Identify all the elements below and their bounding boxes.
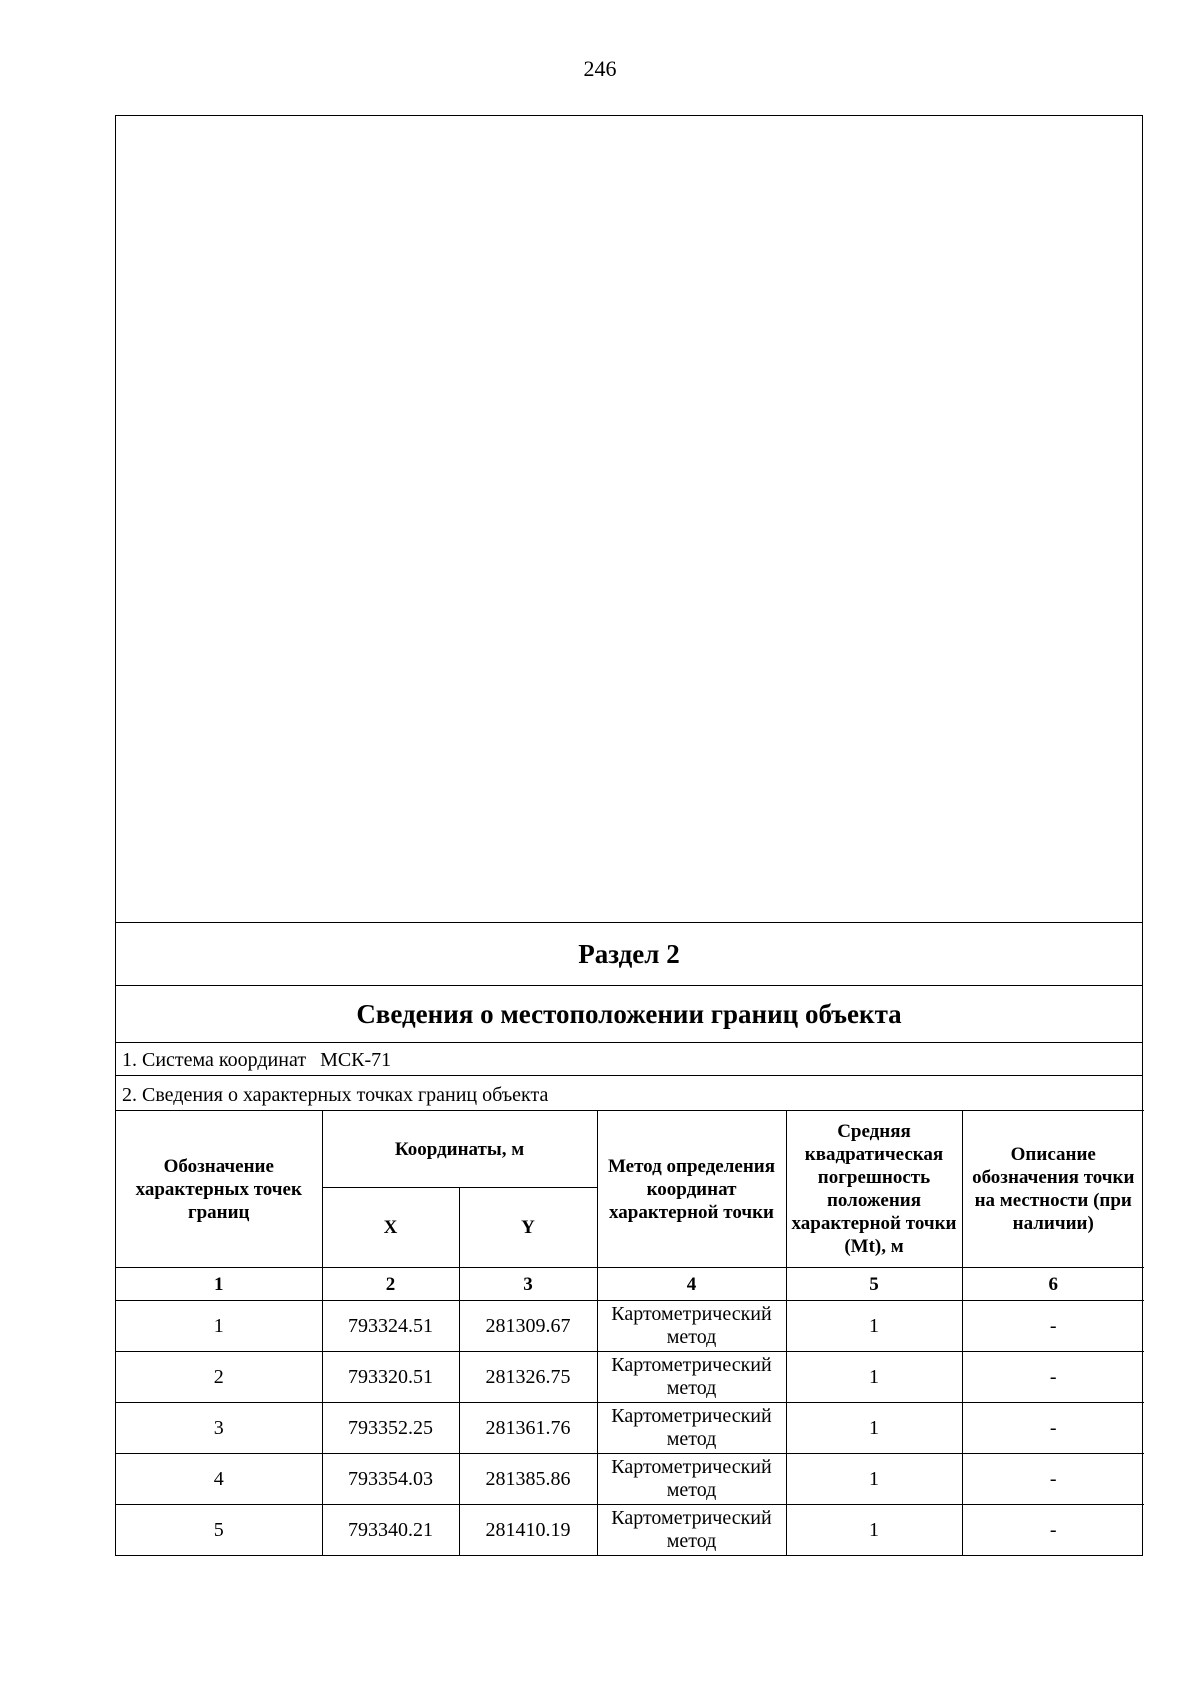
- header-error: Средняя квадратическая погрешность положения характерной точки (Mt), м: [786, 1111, 962, 1268]
- coordinate-system-line: [116, 1043, 1142, 1076]
- point-number: 1: [116, 1301, 322, 1352]
- point-number: 3: [116, 1403, 322, 1454]
- coordinate-system-label: 1. Система координат: [122, 1049, 307, 1071]
- point-x: 793320.51: [322, 1352, 459, 1403]
- header-description: Описание обозначения точки на местности (при наличии): [962, 1111, 1144, 1268]
- point-description: -: [962, 1301, 1144, 1352]
- point-method: Картометрический метод: [597, 1352, 786, 1403]
- column-number: 6: [962, 1268, 1144, 1301]
- point-x: 793324.51: [322, 1301, 459, 1352]
- table-row: [116, 1352, 1144, 1403]
- point-error: 1: [786, 1352, 962, 1403]
- column-number: 1: [116, 1268, 322, 1301]
- point-error: 1: [786, 1301, 962, 1352]
- point-method: Картометрический метод: [597, 1454, 786, 1505]
- point-y: 281385.86: [459, 1454, 597, 1505]
- table-row: [116, 1454, 1144, 1505]
- boundary-points-table: [116, 1110, 1144, 1555]
- point-error: 1: [786, 1454, 962, 1505]
- document-frame: [115, 115, 1143, 1556]
- header-x: X: [322, 1188, 459, 1268]
- header-designation: Обозначение характерных точек границ: [116, 1111, 322, 1268]
- point-number: 4: [116, 1454, 322, 1505]
- point-description: -: [962, 1352, 1144, 1403]
- points-info-line: [116, 1076, 1142, 1110]
- point-description: -: [962, 1505, 1144, 1556]
- column-number: 4: [597, 1268, 786, 1301]
- header-y: Y: [459, 1188, 597, 1268]
- table-row: [116, 1301, 1144, 1352]
- point-x: 793354.03: [322, 1454, 459, 1505]
- points-info-label: 2. Сведения о характерных точках границ объекта: [122, 1084, 549, 1106]
- section-title: Раздел 2: [116, 923, 1142, 986]
- point-error: 1: [786, 1403, 962, 1454]
- point-x: 793352.25: [322, 1403, 459, 1454]
- table-row: [116, 1403, 1144, 1454]
- point-number: 2: [116, 1352, 322, 1403]
- point-method: Картометрический метод: [597, 1403, 786, 1454]
- page-number: 246: [583, 56, 617, 81]
- point-method: Картометрический метод: [597, 1505, 786, 1556]
- point-y: 281410.19: [459, 1505, 597, 1556]
- point-number: 5: [116, 1505, 322, 1556]
- section-subtitle: Сведения о местоположении границ объекта: [116, 986, 1142, 1043]
- header-method: Метод определения координат характерной точки: [597, 1111, 786, 1268]
- column-number: 3: [459, 1268, 597, 1301]
- point-description: -: [962, 1403, 1144, 1454]
- header-coordinates: Координаты, м: [322, 1111, 597, 1188]
- point-y: 281361.76: [459, 1403, 597, 1454]
- point-y: 281326.75: [459, 1352, 597, 1403]
- column-number: 2: [322, 1268, 459, 1301]
- coordinate-system-value: МСК-71: [320, 1049, 392, 1071]
- point-method: Картометрический метод: [597, 1301, 786, 1352]
- blank-area: [116, 116, 1142, 923]
- point-y: 281309.67: [459, 1301, 597, 1352]
- point-error: 1: [786, 1505, 962, 1556]
- table-row: [116, 1505, 1144, 1556]
- point-x: 793340.21: [322, 1505, 459, 1556]
- point-description: -: [962, 1454, 1144, 1505]
- column-number: 5: [786, 1268, 962, 1301]
